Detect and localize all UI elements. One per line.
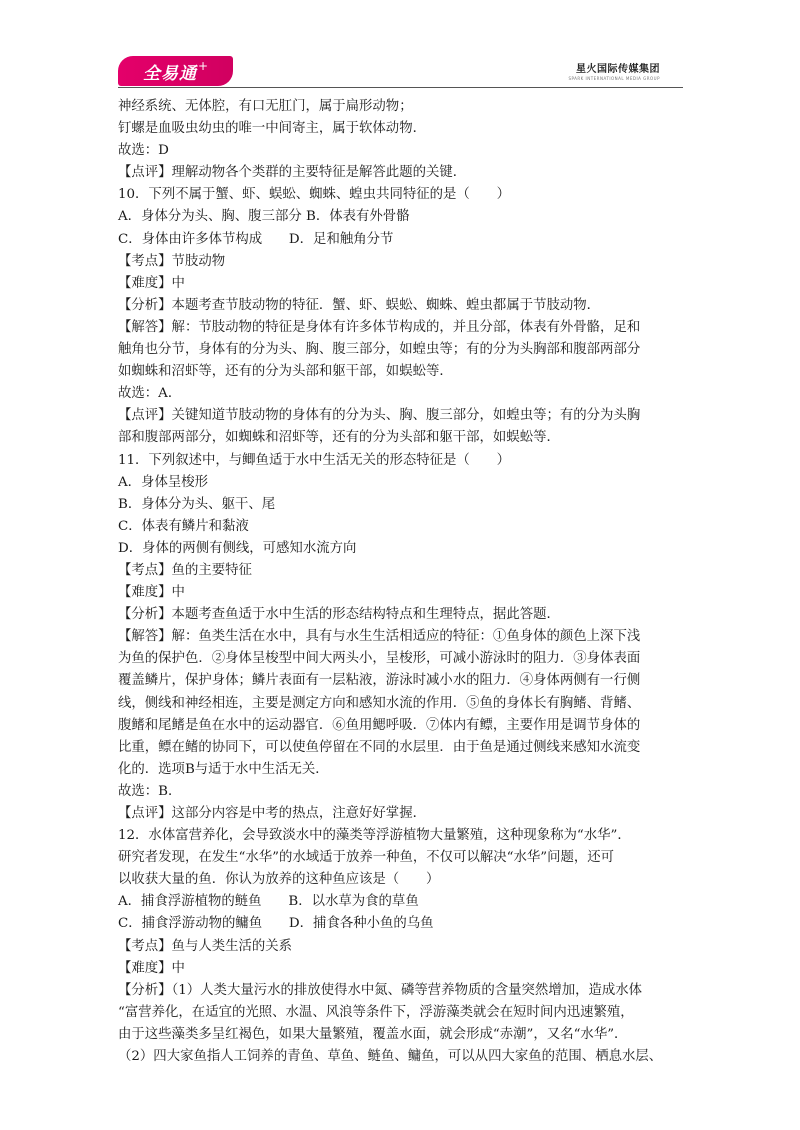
text-line: 10．下列不属于蟹、虾、蜈蚣、蜘蛛、蝗虫共同特征的是（ ） xyxy=(118,187,510,203)
text-line: 11．下列叙述中，与鲫鱼适于水中生活无关的形态特征是（ ） xyxy=(118,452,510,468)
text-line: 【分析】本题考查节肢动物的特征．蟹、虾、蜈蚣、蜘蛛、蝗虫都属于节肢动物． xyxy=(118,297,601,313)
text-line: C．体表有鳞片和黏液 xyxy=(118,518,249,534)
page-header xyxy=(0,0,800,90)
text-line: 【考点】鱼与人类生活的关系 xyxy=(118,938,293,954)
text-line: 钉螺是血吸虫幼虫的唯一中间寄主，属于软体动物． xyxy=(118,121,426,137)
logo-plus: + xyxy=(197,59,209,73)
text-line: A．身体分为头、胸、腹三部分 B．体表有外骨骼 xyxy=(118,209,410,225)
text-line: 【考点】节肢动物 xyxy=(118,253,226,269)
text-line: （2）四大家鱼指人工饲养的青鱼、草鱼、鲢鱼、鳙鱼，可以从四大家鱼的范围、栖息水层、 xyxy=(118,1049,663,1065)
text-line: 由于这些藻类多呈红褐色，如果大量繁殖，覆盖水面，就会形成“赤潮”，又名“水华”． xyxy=(118,1026,628,1042)
publisher-subtitle: SPARK INTERNATIONAL MEDIA GROUP xyxy=(568,76,660,81)
text-line: 化的．选项B与适于水中生活无关． xyxy=(118,761,329,777)
text-line: C．捕食浮游动物的鳙鱼 D．捕食各种小鱼的乌鱼 xyxy=(118,916,434,932)
text-line: 【点评】这部分内容是中考的热点，注意好好掌握． xyxy=(118,806,426,821)
text-line: 研究者发现，在发生“水华”的水域适于放养一种鱼，不仅可以解决“水华”问题，还可 xyxy=(118,850,615,866)
text-line: 腹鳍和尾鳍是鱼在水中的运动器官．⑥鱼用鳃呼吸．⑦体内有鳔，主要作用是调节身体的 xyxy=(118,717,641,733)
text-line: 触角也分节，身体有的分为头、胸、腹三部分，如蝗虫等；有的分为头胸部和腹部两部分 xyxy=(118,342,641,358)
text-line: 神经系统、无体腔，有口无肛门，属于扁形动物； xyxy=(118,99,413,114)
text-line: 为鱼的保护色．②身体呈梭型中间大两头小，呈梭形，可减小游泳时的阻力．③身体表面 xyxy=(118,651,641,667)
text-line: “富营养化，在适宜的光照、水温、风浪等条件下，浮游藻类就会在短时间内迅速繁殖， xyxy=(118,1004,634,1020)
text-line: 故选：D xyxy=(118,143,169,159)
text-line: A．身体呈梭形 xyxy=(118,474,209,490)
text-line: 【分析】本题考查鱼适于水中生活的形态结构特点和生理特点，据此答题． xyxy=(118,607,560,623)
text-line: 12．水体富营养化，会导致淡水中的藻类等浮游植物大量繁殖，这种现象称为“水华”． xyxy=(118,828,631,844)
text-line: 【分析】（1）人类大量污水的排放使得水中氮、磷等营养物质的含量突然增加，造成水体 xyxy=(118,982,643,998)
text-line: 以收获大量的鱼．你认为放养的这种鱼应该是（ ） xyxy=(118,872,440,888)
document-body xyxy=(118,96,688,1068)
text-line: 覆盖鳞片，保护身体；鳞片表面有一层粘液，游泳时减小水的阻力．④身体两侧有一行侧 xyxy=(118,673,641,689)
text-line: 如蜘蛛和沼虾等，还有的分为头部和躯干部，如蜈蚣等． xyxy=(118,364,453,380)
publisher-name: 星火国际传媒集团 xyxy=(576,64,660,75)
text-line: 部和腹部两部分，如蜘蛛和沼虾等，还有的分为头部和躯干部，如蜈蚣等． xyxy=(118,430,560,446)
text-line: 【点评】关键知道节肢动物的身体有的分为头、胸、腹三部分，如蝗虫等；有的分为头胸 xyxy=(118,408,641,424)
text-line: 故选：A． xyxy=(118,386,182,402)
text-line: 比重，鳔在鳍的协同下，可以使鱼停留在不同的水层里．由于鱼是通过侧线来感知水流变 xyxy=(118,739,641,755)
text-line: B．身体分为头、躯干、尾 xyxy=(118,496,276,512)
text-line: 【难度】中 xyxy=(118,960,185,976)
text-line: 故选：B． xyxy=(118,783,182,799)
text-line: D．身体的两侧有侧线，可感知水流方向 xyxy=(118,540,357,556)
logo-text: 全易通 xyxy=(142,63,197,84)
text-line: 【考点】鱼的主要特征 xyxy=(118,562,252,578)
text-line: 【解答】解：节肢动物的特征是身体有许多体节构成的，并且分部，体表有外骨骼，足和 xyxy=(118,319,641,335)
text-line: 线，侧线和神经相连，主要是测定方向和感知水流的作用．⑤鱼的身体长有胸鳍、背鳍、 xyxy=(118,695,641,711)
text-line: 【难度】中 xyxy=(118,275,185,291)
publisher-block xyxy=(568,60,660,81)
quanyitong-logo xyxy=(118,56,233,86)
text-line: A．捕食浮游植物的鲢鱼 B．以水草为食的草鱼 xyxy=(118,894,419,910)
header-rule xyxy=(118,87,683,88)
text-line: 【难度】中 xyxy=(118,585,185,601)
text-line: 【解答】解：鱼类生活在水中，具有与水生生活相适应的特征：①鱼身体的颜色上深下浅 xyxy=(118,629,641,645)
text-line: C．身体由许多体节构成 D．足和触角分节 xyxy=(118,231,394,247)
text-line: 【点评】理解动物各个类群的主要特征是解答此题的关键． xyxy=(118,165,467,181)
